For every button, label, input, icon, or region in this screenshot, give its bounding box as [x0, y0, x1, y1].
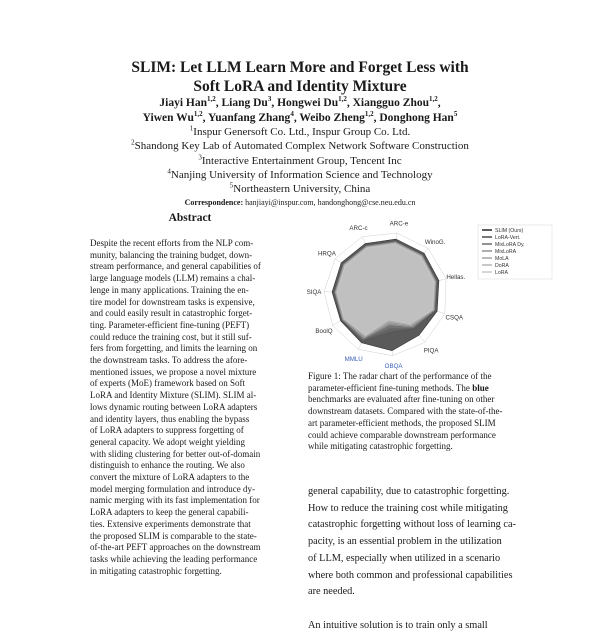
body-line: catastrophic forgetting without loss of learning ca-: [308, 519, 516, 531]
author-separator: ,: [346, 97, 353, 109]
body-line: where both common and professional capabilities: [308, 569, 513, 581]
caption-text: could achieve comparable downstream performance: [308, 429, 496, 440]
affiliation-list: [0, 125, 600, 196]
abstract-line: of LoRA adapters to suppress forgetting of: [90, 425, 244, 436]
affiliation-line: [0, 125, 600, 139]
affiliation-text: Interactive Entertainment Group, Tencent Inc: [201, 154, 402, 167]
body-line: general capability, due to catastrophic forgetting.: [308, 486, 510, 497]
radar-axis-label: MMLU: [344, 355, 363, 363]
affiliation-text: Shandong Key Lab of Automated Complex Network Software Construction: [134, 140, 469, 153]
affiliation-line: [0, 168, 600, 182]
abstract-line: with sliding clustering for better out-of-domain: [90, 448, 261, 459]
author-name: Yiwen Wu: [142, 112, 194, 124]
abstract-line: ties. Extensive experiments demonstrate that: [90, 518, 251, 529]
affiliation-text: Nanjing University of Information Science and Technology: [170, 168, 433, 181]
title-line-1: SLIM: Let LLM Learn More and Forget Less with: [131, 59, 469, 76]
abstract-line: model merging formulation and introduce dy-: [90, 483, 256, 494]
author-separator: ,: [271, 97, 278, 109]
abstract-text: [90, 238, 290, 577]
body-line: How to reduce the training cost while mitigating: [308, 502, 508, 514]
radar-axis-label: ARC-e: [389, 220, 409, 228]
caption-line: [308, 394, 558, 406]
author-list: [0, 96, 600, 126]
author-line-1: [0, 96, 600, 111]
author-affil-sup: 4: [290, 110, 294, 119]
author-name: Liang Du: [221, 97, 268, 109]
caption-line: [308, 430, 558, 442]
caption-bold-text: blue: [472, 382, 489, 393]
radar-legend-label: MoLA: [495, 256, 509, 262]
caption-text: art parameter-efficient methods, the proposed SLIM: [308, 417, 496, 428]
radar-axis-label: OBQA: [384, 363, 403, 371]
abstract-line: ting. Parameter-efficient fine-tuning (PEFT): [90, 319, 250, 330]
caption-text: parameter-efficient fine-tuning methods. The: [308, 382, 473, 393]
correspondence: [0, 198, 600, 207]
body-line: are needed.: [308, 586, 355, 598]
caption-text: while mitigating catastrophic forgetting.: [308, 441, 453, 452]
radar-axis-label: PIQA: [423, 347, 439, 355]
author-name: Jiayi Han: [159, 97, 207, 109]
author-separator: ,: [293, 112, 300, 124]
author-affil-sup: 1,2: [429, 95, 438, 104]
caption-text: downstream datasets. Compared with the state-of-the-: [308, 406, 503, 417]
author-separator: ,: [215, 97, 222, 109]
affiliation-sup: 3: [198, 152, 202, 161]
radar-chart: [306, 216, 556, 371]
abstract-line: convert the mixture of LoRA adapters to the: [90, 472, 250, 483]
abstract-line: large language models (LLM) remains a chal-: [90, 273, 256, 284]
author-name: Donghong Han: [379, 112, 454, 124]
radar-axis-label: WinoG.: [424, 238, 446, 246]
radar-axis-label: ARC-c: [349, 224, 368, 232]
caption-text: benchmarks are evaluated after fine-tuning on other: [308, 394, 495, 405]
caption-line: [308, 406, 558, 418]
correspondence-emails: hanjiayi@inspur.com, handonghong@cse.neu.edu.cn: [243, 198, 416, 207]
abstract-line: tire model for downstream tasks is expensive,: [90, 296, 255, 307]
affiliation-sup: 2: [131, 138, 135, 147]
title-line-2: Soft LoRA and Identity Mixture: [193, 78, 407, 95]
abstract-line: could reduce the training cost, but it still suf-: [90, 331, 252, 342]
body-line: of LLM, especially when utilized in a scenario: [308, 552, 501, 564]
author-name: Weibo Zheng: [299, 112, 365, 124]
abstract-line: lows dynamic routing between LoRA adapters: [90, 401, 258, 412]
abstract-line: and identity layers, thus enabling the bypass: [90, 413, 250, 424]
abstract-line: namic merging with its fast implementation for: [90, 495, 260, 506]
abstract-line: the downstream tasks. To address the afore-: [90, 355, 248, 366]
author-affil-sup: 1,2: [193, 110, 203, 119]
affiliation-line: [0, 139, 600, 153]
author-name: Yuanfang Zhang: [207, 112, 291, 124]
affiliation-line: [0, 154, 600, 168]
author-affil-sup: 3: [267, 95, 272, 104]
caption-line: [308, 441, 558, 453]
body-text-right: [308, 484, 558, 634]
author-affil-sup: 1,2: [364, 110, 374, 119]
radar-legend-label: LoRA-Vert.: [495, 235, 521, 241]
radar-legend-label: SLIM (Ours): [495, 228, 524, 234]
abstract-line: mentioned issues, we propose a novel mixture: [90, 366, 257, 377]
abstract-line: tasks while achieving the leading performance: [90, 553, 258, 564]
abstract-line: fers from forgetting, and limits the learning on: [90, 343, 258, 354]
abstract-line: distinguish to enhance the routing. We also: [90, 460, 245, 471]
caption-line: [308, 371, 558, 383]
caption-text: Figure 1: The radar chart of the performance of the: [308, 371, 492, 381]
abstract-line: in mitigating catastrophic forgetting.: [90, 565, 222, 576]
author-affil-sup: 1,2: [206, 95, 216, 104]
radar-legend-label: MixLoRA: [495, 249, 517, 255]
caption-line: [308, 418, 558, 430]
radar-axis-label: BoolQ: [315, 328, 333, 336]
body-line: [308, 601, 558, 618]
author-separator: ,: [373, 112, 380, 124]
abstract-line: LoRA adapters to keep the general capabili-: [90, 507, 249, 518]
abstract-line: and could easily result in catastrophic forget-: [90, 308, 253, 319]
correspondence-label: Correspondence:: [184, 198, 244, 207]
author-line-2: [0, 111, 600, 126]
abstract-line: LoRA and Identity Mixture (SLIM). SLIM al-: [90, 390, 257, 401]
abstract-heading: Abstract: [168, 212, 212, 224]
radar-legend-label: MixLoRA Dy.: [495, 242, 525, 248]
affiliation-sup: 1: [189, 124, 194, 133]
author-name: Hongwei Du: [277, 97, 339, 109]
abstract-line: munity, balancing the training budget, down-: [90, 249, 253, 260]
affiliation-text: Inspur Genersoft Co. Ltd., Inspur Group Co. Ltd.: [193, 126, 411, 138]
caption-line: [308, 383, 558, 395]
abstract-line: lenge in many applications. Training the en-: [90, 284, 249, 295]
abstract-line: the proposed SLIM is comparable to the state-: [90, 530, 257, 541]
radar-axis-label: CSQA: [445, 314, 464, 322]
radar-axis-label: SIQA: [306, 288, 322, 296]
author-affil-sup: 1,2: [338, 95, 347, 104]
author-affil-sup: 5: [453, 110, 458, 119]
affiliation-sup: 5: [229, 181, 234, 190]
body-line: pacity, is an essential problem in the utilization: [308, 536, 502, 548]
body-line: An intuitive solution is to train only a small: [308, 619, 488, 631]
radar-legend-label: LoRA: [495, 270, 508, 276]
affiliation-text: Northeastern University, China: [233, 183, 371, 196]
affiliation-sup: 4: [167, 167, 171, 176]
figure-caption: [308, 371, 558, 453]
abstract-line: of experts (MoE) framework based on Soft: [90, 378, 245, 389]
abstract-line: general capacity. We adopt weight yielding: [90, 436, 245, 447]
affiliation-line: [0, 182, 600, 196]
author-separator: ,: [437, 97, 441, 109]
radar-legend-label: DoRA: [495, 263, 509, 269]
paper-title: [0, 58, 600, 96]
abstract-line: stream performance, and general capabilities of: [90, 261, 261, 272]
abstract-line: Despite the recent efforts from the NLP com-: [90, 238, 254, 248]
radar-axis-label: Hellas.: [446, 273, 466, 281]
author-separator: ,: [202, 112, 208, 124]
abstract-line: of-the-art PEFT approaches on the downstream: [90, 542, 261, 553]
radar-axis-label: HRQA: [317, 250, 336, 258]
author-name: Xiangguo Zhou: [352, 97, 429, 109]
